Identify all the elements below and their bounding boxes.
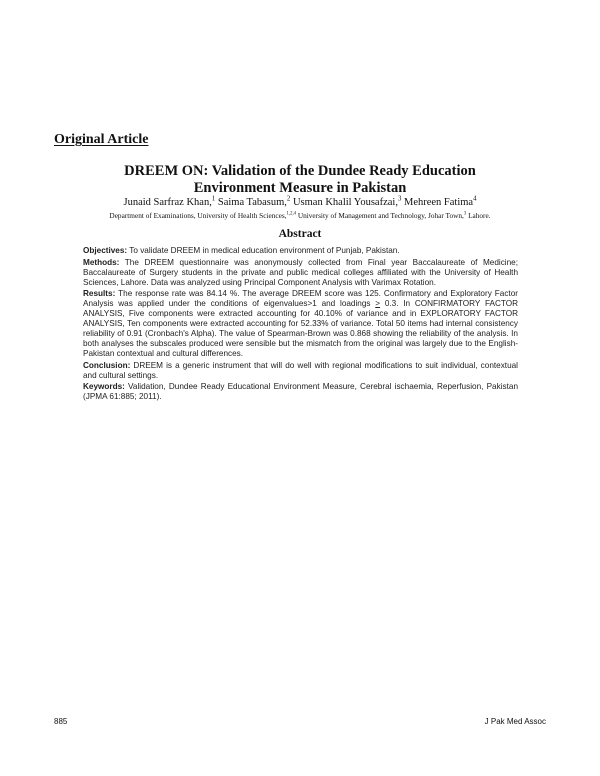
- affiliations: [40, 211, 560, 220]
- author-name: Saima Tabasum,: [217, 197, 287, 208]
- affiliation-text: Lahore.: [468, 211, 491, 220]
- title-line-2: Environment Measure in Pakistan: [193, 180, 407, 196]
- affiliation-text: University of Management and Technology, Johar Town,: [297, 211, 464, 220]
- objectives-text: To validate DREEM in medical education environment of Punjab, Pakistan.: [127, 246, 400, 255]
- author-list: [60, 197, 540, 208]
- article-title: [80, 163, 520, 197]
- methods-label: Methods:: [83, 257, 120, 267]
- affiliation-mark: 1,2,4: [286, 211, 296, 217]
- results-text: The response rate was 84.14 %. The average DREEM score was 125. Confirmatory and Exploratory Factor Analysis was applied under the conditions of eigenvalues>1 and loadings: [83, 289, 518, 308]
- objectives-label: Objectives:: [83, 246, 128, 255]
- section-label: Original Article: [54, 132, 149, 147]
- keywords-label: Keywords:: [83, 382, 125, 391]
- conclusion-label: Conclusion:: [83, 360, 131, 370]
- author-name: Usman Khalil Yousafzai,: [292, 197, 398, 208]
- author-affiliation-mark: 1: [211, 195, 216, 203]
- results-text-continued: 0.3. In CONFIRMATORY FACTOR ANALYSIS, Five components were extracted accounting for 40.10% of variance and in EXPLORATORY FACTOR ANALYSIS, Ten components were extracted accounting for 52.33% of variance. Total 50 items had internal consistency reliability of 0.91 (Cronbach's Alpha). The value of Spearman-Brown was 0.868 showing the reliability of the analysis. In both analyses the subscales produced were sensible but the mismatch from the original was largely due to the English-Pakistan contextual and cultural differences.: [83, 299, 518, 358]
- title-line-1: DREEM ON: Validation of the Dundee Ready Education: [124, 163, 476, 179]
- conclusion-paragraph: [83, 361, 518, 381]
- keywords-paragraph: [83, 382, 518, 402]
- author-affiliation-mark: 4: [473, 195, 477, 203]
- keywords-text: Validation, Dundee Ready Educational Environment Measure, Cerebral ischaemia, Reperfusion, Pakistan (JPMA 61:885; 2011).: [83, 382, 518, 401]
- page-number: 885: [54, 717, 68, 726]
- results-label: Results:: [83, 289, 116, 298]
- results-paragraph: [83, 289, 518, 359]
- author-affiliation-mark: 3: [397, 195, 402, 203]
- conclusion-text: DREEM is a generic instrument that will do well with regional modifications to suit individual, contextual and cultural settings.: [83, 360, 518, 380]
- author-affiliation-mark: 2: [286, 195, 291, 203]
- abstract-body: [83, 246, 518, 404]
- author-name: Junaid Sarfraz Khan,: [123, 197, 212, 208]
- affiliation-text: Department of Examinations, University of Health Sciences,: [109, 211, 287, 220]
- methods-text: The DREEM questionnaire was anonymously collected from Final year Baccalaureate of Medicine; Baccalaureate of Surgery students in the private and public medical colleges affiliated with the University of Health Sciences, Lahore. Data was analyzed using Principal Component Analysis with Varimax Rotation.: [83, 257, 518, 287]
- abstract-heading: Abstract: [278, 228, 322, 240]
- objectives-paragraph: [83, 246, 518, 256]
- author-name: Mehreen Fatima: [403, 197, 474, 208]
- greater-equal-symbol: >: [375, 299, 381, 308]
- methods-paragraph: [83, 258, 518, 288]
- journal-name: J Pak Med Assoc: [484, 717, 546, 726]
- affiliation-mark: 3: [463, 211, 467, 217]
